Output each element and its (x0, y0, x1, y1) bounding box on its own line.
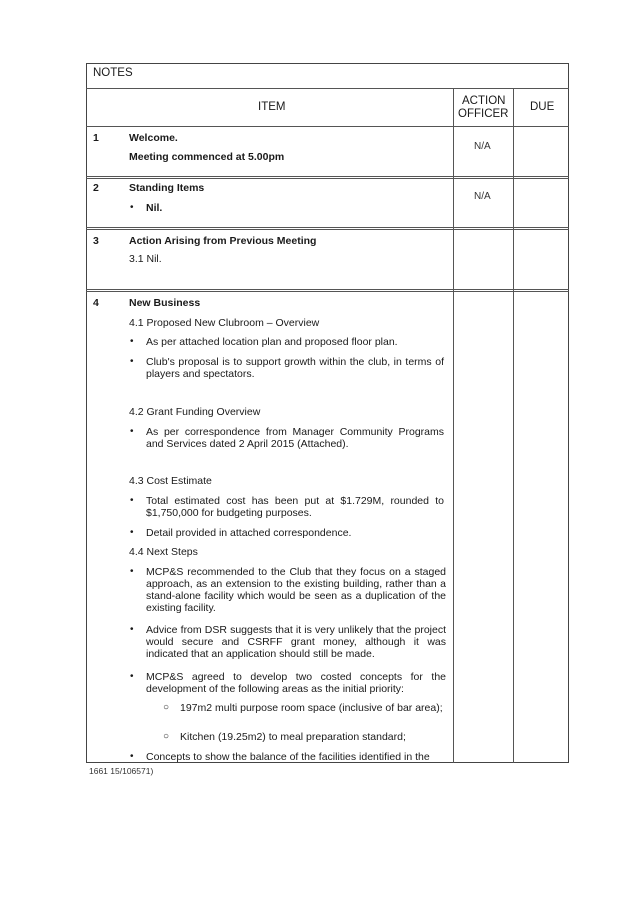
bullet-text: As per attached location plan and proposed floor plan. (146, 336, 398, 348)
bullet-icon: • (130, 336, 134, 347)
section-number: 4 (93, 297, 99, 309)
column-header-due: DUE (530, 101, 555, 113)
row-divider (86, 178, 569, 179)
subsection-heading: 4.2 Grant Funding Overview (129, 406, 261, 418)
document-reference: 1661 15/106571) (89, 766, 154, 776)
bullet-icon: • (130, 495, 134, 506)
notes-label: NOTES (93, 67, 133, 79)
section-number: 3 (93, 235, 99, 247)
subsection-heading: 4.1 Proposed New Clubroom – Overview (129, 317, 320, 329)
subsection-heading: 4.4 Next Steps (129, 546, 198, 558)
row-divider (86, 289, 569, 290)
bullet-icon: • (130, 566, 134, 577)
bullet-text: As per correspondence from Manager Community Programs and Services dated 2 April 2015 (Attached). (146, 426, 444, 450)
bullet-icon: • (130, 624, 134, 635)
column-header-action-1: ACTION (462, 95, 506, 107)
column-divider (453, 88, 454, 763)
bullet-text: Total estimated cost has been put at $1.729M, rounded to $1,750,000 for budgeting purposes. (146, 495, 444, 519)
row-divider (86, 227, 569, 228)
subsection-heading: 4.3 Cost Estimate (129, 475, 212, 487)
column-header-action-2: OFFICER (458, 108, 509, 120)
bullet-icon: • (130, 527, 134, 538)
section-title: Action Arising from Previous Meeting (129, 235, 317, 247)
sub-bullet-text: Kitchen (19.25m2) to meal preparation standard; (180, 731, 406, 743)
row-divider (86, 88, 569, 89)
bullet-text: Club's proposal is to support growth within the club, in terms of players and spectators. (146, 356, 444, 380)
bullet-text: Advice from DSR suggests that it is very unlikely that the project would secure and CSRFF grant money, although it was indicated that an application should still be made. (146, 624, 446, 660)
bullet-text: Detail provided in attached correspondence. (146, 527, 352, 539)
action-officer-value: N/A (474, 191, 491, 202)
circle-bullet-icon: ○ (163, 702, 170, 713)
row-divider (86, 229, 569, 230)
bullet-text: MCP&S agreed to develop two costed concepts for the development of the following areas as the initial priority: (146, 671, 446, 695)
action-officer-value: N/A (474, 141, 491, 152)
bullet-icon: • (130, 426, 134, 437)
bullet-text: Concepts to show the balance of the facilities identified in the (146, 751, 430, 763)
bullet-text: Nil. (146, 202, 163, 214)
section-title: Standing Items (129, 182, 205, 194)
section-title: Welcome. (129, 132, 178, 144)
circle-bullet-icon: ○ (163, 731, 170, 742)
bullet-text: MCP&S recommended to the Club that they focus on a staged approach, as an extension to the existing building, rather than a stand-alone facility which would be seen as a duplication of the existing facility. (146, 566, 446, 614)
bullet-icon: • (130, 751, 134, 762)
subsection-heading: 3.1 Nil. (129, 253, 162, 265)
section-line: Meeting commenced at 5.00pm (129, 151, 285, 163)
column-divider (513, 88, 514, 763)
column-header-item: ITEM (258, 101, 286, 113)
section-title: New Business (129, 297, 201, 309)
sub-bullet-text: 197m2 multi purpose room space (inclusive of bar area); (180, 702, 443, 714)
section-number: 2 (93, 182, 99, 194)
row-divider (86, 291, 569, 292)
row-divider (86, 126, 569, 127)
row-divider (86, 176, 569, 177)
bullet-icon: • (130, 202, 134, 213)
section-number: 1 (93, 132, 99, 144)
bullet-icon: • (130, 356, 134, 367)
bullet-icon: • (130, 671, 134, 682)
